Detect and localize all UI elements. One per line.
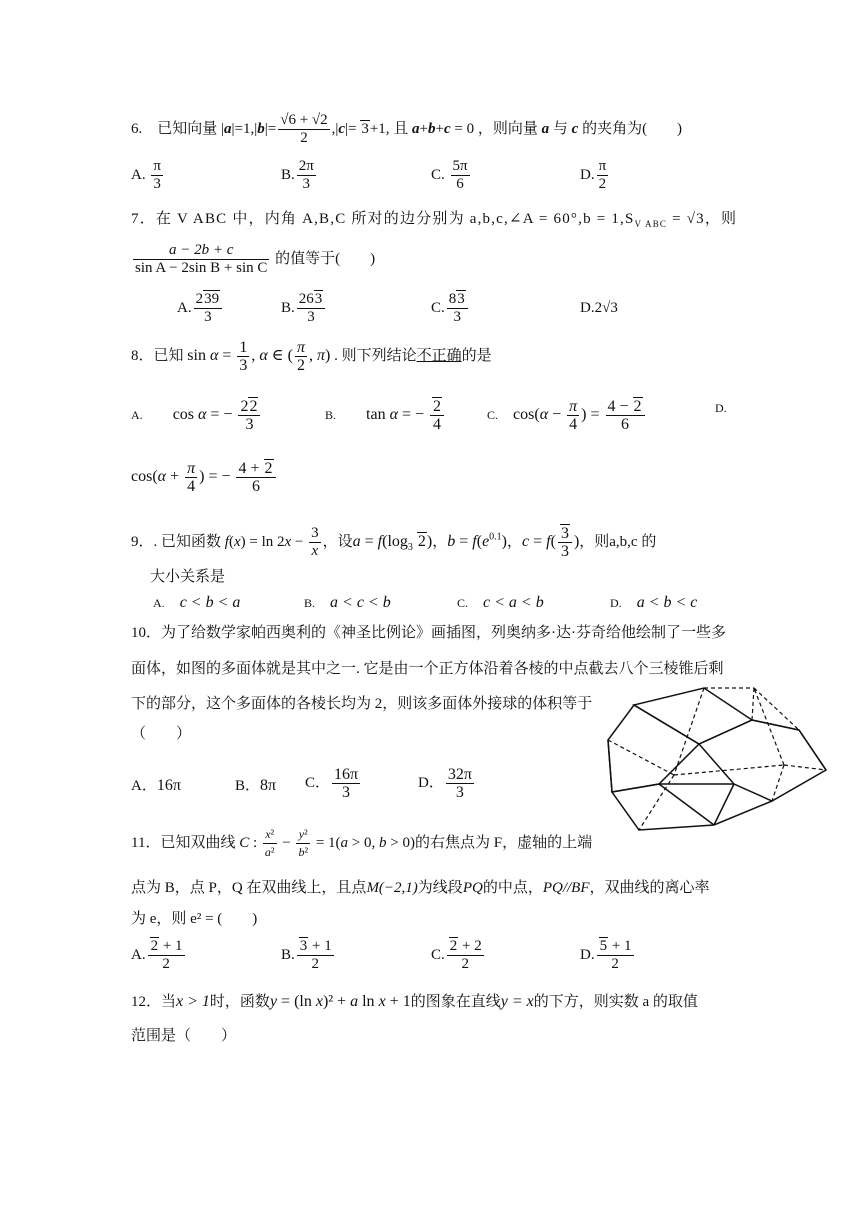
q11-option-b[interactable] bbox=[281, 938, 336, 973]
q11-option-a[interactable] bbox=[131, 938, 187, 973]
q6-mid: ，则向量 bbox=[477, 120, 538, 137]
q7-numerator: a − 2b + c bbox=[133, 242, 269, 260]
q7-stem bbox=[131, 209, 737, 234]
q8-prefix: 8．已知 bbox=[131, 348, 184, 365]
q8-option-a-value: cos α = − $\frac{22}{3}$ bbox=[173, 406, 263, 423]
q9-option-c-label: C. bbox=[457, 596, 469, 610]
q11-line2a: 点为 B，点 P，Q 在双曲线上，且点 bbox=[131, 880, 367, 896]
q9-option-a[interactable] bbox=[153, 593, 240, 613]
q7-denominator: sin A − 2sin B + sin C bbox=[135, 260, 268, 276]
q10-option-a[interactable] bbox=[131, 776, 181, 796]
q6-option-b-value: $\frac{2\pi}{3}$ bbox=[298, 158, 314, 192]
q6-stem bbox=[131, 112, 682, 147]
q10-option-b-value: 8π bbox=[260, 777, 277, 794]
q6-option-b-label: B. bbox=[281, 166, 295, 183]
q12-prefix: 12．当 bbox=[131, 994, 177, 1010]
q8-stem bbox=[131, 339, 492, 374]
q6-vector-a: a bbox=[541, 120, 550, 137]
cuboctahedron-front-face bbox=[699, 720, 826, 801]
q11-stem bbox=[131, 826, 592, 861]
q11-suffix1: 的右焦点为 F，虚轴的上端 bbox=[414, 834, 593, 851]
q11-line2d: ，双曲线的离心率 bbox=[589, 880, 710, 896]
q11-parallel: PQ//BF bbox=[542, 880, 590, 896]
cuboctahedron-left-face bbox=[608, 705, 699, 792]
q11-curve: C : $\frac{\text{x²}}{\text{a²}}$ − $\frac{\text{y²}}{\text{b²}}$ = 1(a > 0, b > 0) bbox=[239, 827, 415, 859]
q6-prefix: 6. 已知向量 bbox=[131, 120, 218, 137]
q8-option-c[interactable] bbox=[487, 398, 647, 433]
q11-line2 bbox=[131, 878, 710, 898]
q8-option-c-label: C. bbox=[487, 408, 499, 423]
q6-option-a-value: $\frac{\pi}{3}$ bbox=[153, 158, 161, 192]
q10-option-d[interactable] bbox=[418, 766, 476, 801]
q9-option-a-label: A. bbox=[153, 596, 165, 610]
q9-option-a-value: c < b < a bbox=[179, 594, 241, 611]
q9-option-d[interactable] bbox=[610, 593, 697, 613]
q6-option-d-label: D. bbox=[580, 166, 595, 183]
q11-option-b-label: B. bbox=[281, 946, 295, 963]
q10-line2: 面体，如图的多面体就是其中之一. 它是由一个正方体沿着各棱的中点截去八个三棱锥后剩 bbox=[131, 661, 724, 677]
q8-option-c-value: cos(α − $\frac{\pi}{4}$ ) = $\frac{4 - 2}{6}$ bbox=[513, 406, 647, 423]
q12-suffix: 的下方，则实数 a 的取值 bbox=[533, 994, 698, 1010]
q7-option-a-label: A. bbox=[177, 299, 192, 316]
q11-line3: 为 e，则 e² = ( ) bbox=[131, 911, 258, 927]
q11-option-d[interactable] bbox=[580, 938, 636, 973]
q9-option-d-label: D. bbox=[610, 596, 622, 610]
q8-underline: 不正确 bbox=[416, 348, 462, 365]
q7-option-c-value: $\frac{83}{3}$ bbox=[447, 291, 468, 326]
q7-option-d[interactable] bbox=[580, 298, 618, 318]
q11-option-c-label: C. bbox=[431, 946, 445, 963]
q10-line1: 10．为了给数学家帕西奥利的《神圣比例论》画插图，列奥纳多·达·芬奇给他绘制了一些多 bbox=[131, 625, 726, 641]
q10-line3: 下的部分，这个多面体的各棱长均为 2，则该多面体外接球的体积等于 bbox=[131, 696, 593, 712]
q6-with: 与 bbox=[552, 120, 568, 137]
q8-text: . 则下列结论 bbox=[334, 348, 417, 365]
q10-option-d-value: $\frac{32\pi}{3}$ bbox=[447, 766, 472, 801]
q8-suffix: 的是 bbox=[461, 348, 492, 365]
q9-suffix: ，则a,b,c 的 bbox=[579, 534, 657, 551]
q9-a-def: $a = f(\log_3$ 2) bbox=[352, 533, 433, 554]
q6-option-d-value: $\frac{\pi}{2}$ bbox=[598, 158, 607, 192]
q8-option-d[interactable] bbox=[715, 398, 727, 418]
q6-suffix: 的夹角为( ) bbox=[582, 120, 683, 137]
q11-option-b-value: $\frac{3 + 1}{2}$ bbox=[297, 938, 334, 973]
q7-option-d-label: D.2√3 bbox=[580, 300, 618, 316]
q10-option-b[interactable] bbox=[235, 776, 276, 796]
q11-option-a-label: A. bbox=[131, 946, 146, 963]
q12-line2: 范围是（ ） bbox=[131, 1028, 237, 1044]
q11-option-d-label: D. bbox=[580, 946, 595, 963]
q6-vectors: |a|=1,|b|= $\frac{√6 + √2}{2}$ ,|c|= 3+1, 且 a+b+c = 0 bbox=[221, 112, 475, 146]
q7-option-c-label: C. bbox=[431, 299, 445, 316]
q10-option-c-label: C． bbox=[305, 774, 331, 791]
q6-option-c-label: C. bbox=[431, 166, 445, 183]
q11-option-c-value: $\frac{2 + 2}{2}$ bbox=[447, 938, 484, 973]
q7-area-sub: V ABC bbox=[634, 219, 668, 229]
q8-option-b-label: B. bbox=[325, 408, 337, 423]
q9-stem: 9．. 已知函数 f(x) = ln 2x − $\frac{3}{x}$ ，设$a = f(\log_3$ 2)，$b = f(e^{0.1})$，c = f( $\frac{3}{3}$ )，则a,b,c 的 bbox=[131, 525, 657, 560]
q11-prefix: 11．已知双曲线 bbox=[131, 834, 236, 851]
q7-expression bbox=[131, 242, 375, 277]
q11-point-m: M(−2,1) bbox=[366, 880, 418, 896]
q6-option-b[interactable] bbox=[281, 158, 318, 193]
q6-option-c[interactable] bbox=[431, 158, 472, 193]
q7-option-b[interactable] bbox=[281, 291, 327, 326]
q10-option-a-value: 16π bbox=[156, 777, 181, 794]
q12-stem bbox=[131, 992, 698, 1012]
q11-option-c[interactable] bbox=[431, 938, 486, 973]
q9-set: ，设 bbox=[322, 534, 353, 551]
q6-option-a[interactable] bbox=[131, 158, 165, 193]
q11-line2c: 的中点， bbox=[482, 880, 543, 896]
q6-option-a-label: A. bbox=[131, 166, 146, 183]
q8-option-a-label: A. bbox=[131, 408, 143, 423]
q9-prefix: 9．. 已知函数 bbox=[131, 534, 222, 551]
q12-line-eq: y = x bbox=[500, 993, 534, 1010]
q12-function: y = (ln x)² + a ln x + 1 bbox=[269, 993, 411, 1010]
q7-option-b-value: $\frac{263}{3}$ bbox=[297, 291, 326, 326]
q10-option-a-label: A． bbox=[131, 778, 157, 794]
q6-vector-c: c bbox=[571, 120, 579, 137]
q9-c-def: c = f( $\frac{3}{3}$ ) bbox=[522, 525, 580, 560]
q8-option-b[interactable] bbox=[325, 398, 446, 433]
q10-option-b-label: B． bbox=[235, 778, 261, 794]
q12-mid1: 时，函数 bbox=[209, 994, 270, 1010]
q9-option-c[interactable] bbox=[457, 593, 544, 613]
q7-option-b-label: B. bbox=[281, 299, 295, 316]
q8-option-d-value: cos(α + $\frac{\pi}{4}$ ) = − $\frac{4 + 2}{6}$ bbox=[131, 460, 278, 495]
q10-line4: （ ） bbox=[131, 726, 192, 742]
q12-condition: x > 1 bbox=[176, 993, 210, 1010]
q9-line2: 大小关系是 bbox=[150, 569, 226, 585]
q7-eq: = √3，则 bbox=[672, 211, 738, 227]
q11-segment-pq: PQ bbox=[462, 880, 483, 896]
q7-option-a-value: $\frac{239}{3}$ bbox=[194, 291, 223, 326]
q9-option-d-value: a < b < c bbox=[636, 594, 698, 611]
q7-option-c[interactable] bbox=[431, 291, 470, 326]
q9-b-def: $b = f(e^{0.1})$ bbox=[447, 531, 507, 551]
q10-option-d-label: D． bbox=[418, 774, 444, 791]
q7-prefix: 7．在 V ABC 中，内角 A,B,C 所对的边分别为 a,b,c,∠A = 60°,b = 1,S bbox=[131, 211, 635, 227]
q11-option-a-value: $\frac{2 + 1}{2}$ bbox=[148, 938, 185, 973]
q7-option-a[interactable] bbox=[177, 291, 224, 326]
q9-option-b-label: B. bbox=[304, 596, 316, 610]
q10-option-c-value: $\frac{16\pi}{3}$ bbox=[334, 766, 359, 801]
q7-suffix: 的值等于( ) bbox=[275, 250, 376, 267]
q8-condition: sin α = $\frac{1}{3}$ , α ∈ ( $\frac{\pi}{2}$ , π) bbox=[187, 339, 331, 374]
q8-option-a[interactable] bbox=[131, 398, 262, 433]
q9-option-c-value: c < a < b bbox=[483, 594, 544, 611]
cuboctahedron-figure bbox=[604, 680, 834, 840]
q8-option-d-label: D. bbox=[715, 401, 727, 415]
q11-line2b: 为线段 bbox=[417, 880, 463, 896]
q10-option-c[interactable] bbox=[305, 766, 362, 801]
q9-option-b-value: a < c < b bbox=[330, 594, 391, 611]
q12-mid2: 的图象在直线 bbox=[410, 994, 501, 1010]
q9-function: f(x) = ln 2x − $\frac{3}{x}$ bbox=[224, 525, 319, 560]
q9-option-b[interactable] bbox=[304, 593, 391, 613]
q6-option-c-value: $\frac{5\pi}{6}$ bbox=[452, 158, 468, 192]
q11-option-d-value: $\frac{5 + 1}{2}$ bbox=[597, 938, 634, 973]
q6-option-d[interactable] bbox=[580, 158, 610, 193]
q7-fraction bbox=[133, 242, 269, 277]
q8-option-b-value: tan α = − $\frac{2}{4}$ bbox=[366, 406, 446, 423]
